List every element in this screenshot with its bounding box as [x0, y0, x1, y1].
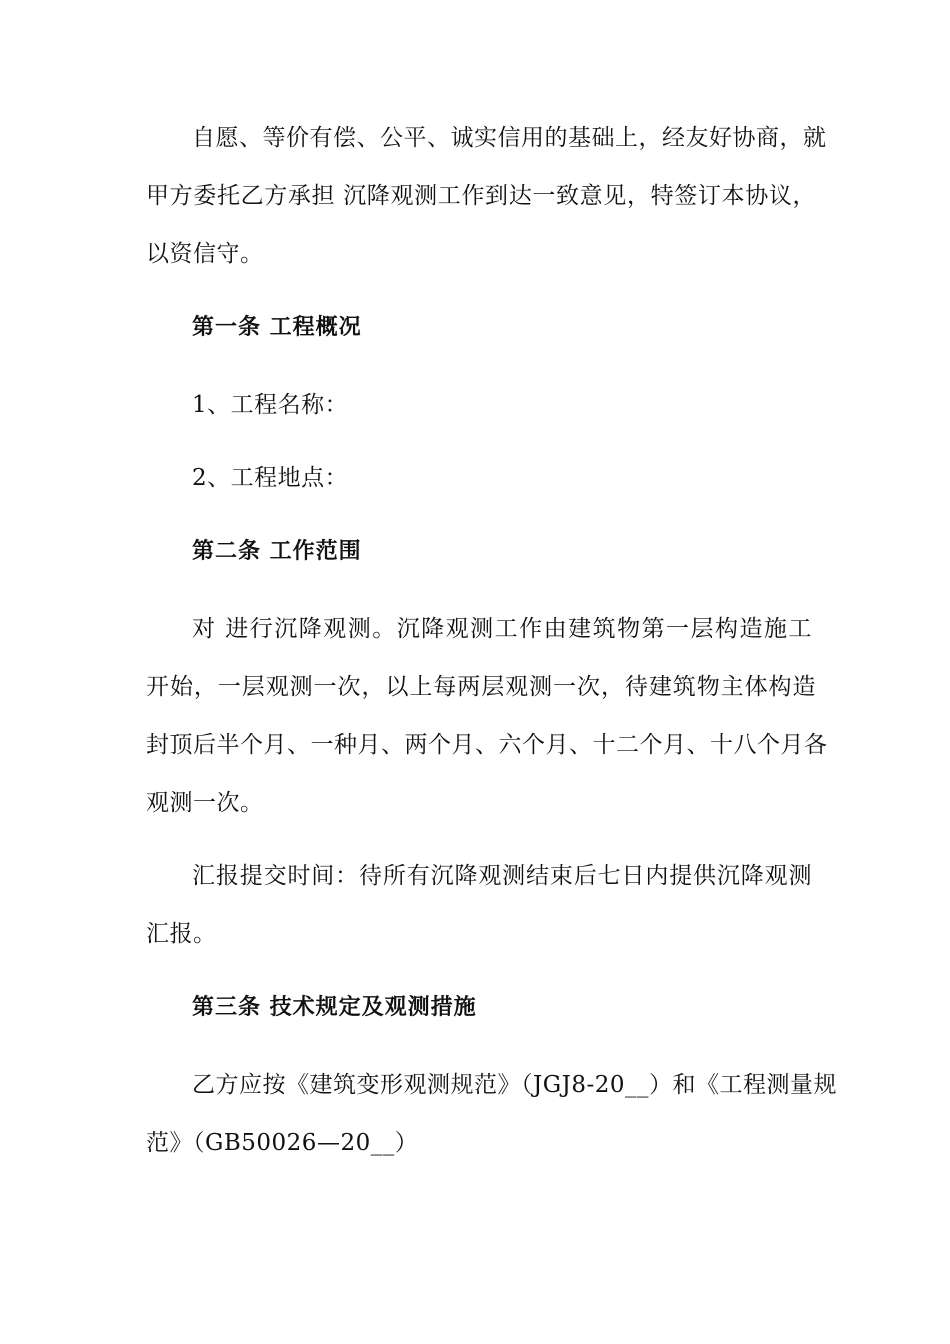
article-3-heading: 第三条 技术规定及观测措施 [192, 995, 477, 1020]
preamble-line-2: 甲方委托乙方承担 沉降观测工作到达一致意见，特签订本协议， [146, 183, 816, 209]
scope-line-2: 开始，一层观测一次，以上每两层观测一次，待建筑物主体构造 [146, 674, 816, 700]
preamble-line-1: 自愿、等价有偿、公平、诚实信用的基础上，经友好协商，就 [192, 125, 827, 151]
project-name-field: 1、工程名称： [192, 392, 349, 418]
article-1-heading: 第一条 工程概况 [192, 315, 362, 340]
technical-line-2: 范》（GB50026—20__） [146, 1130, 419, 1156]
scope-line-1: 对 进行沉降观测。沉降观测工作由建筑物第一层构造施工 [192, 616, 812, 642]
preamble-line-3: 以资信守。 [146, 241, 264, 267]
scope-line-3: 封顶后半个月、一种月、两个月、六个月、十二个月、十八个月各 [146, 732, 828, 758]
scope-line-4: 观测一次。 [146, 790, 264, 816]
report-line-2: 汇报。 [146, 921, 217, 947]
technical-line-1: 乙方应按《建筑变形观测规范》（JGJ8-20__）和《工程测量规 [192, 1072, 837, 1098]
article-2-heading: 第二条 工作范围 [192, 539, 362, 564]
project-location-field: 2、工程地点： [192, 465, 349, 491]
report-line-1: 汇报提交时间：待所有沉降观测结束后七日内提供沉降观测 [192, 863, 812, 889]
